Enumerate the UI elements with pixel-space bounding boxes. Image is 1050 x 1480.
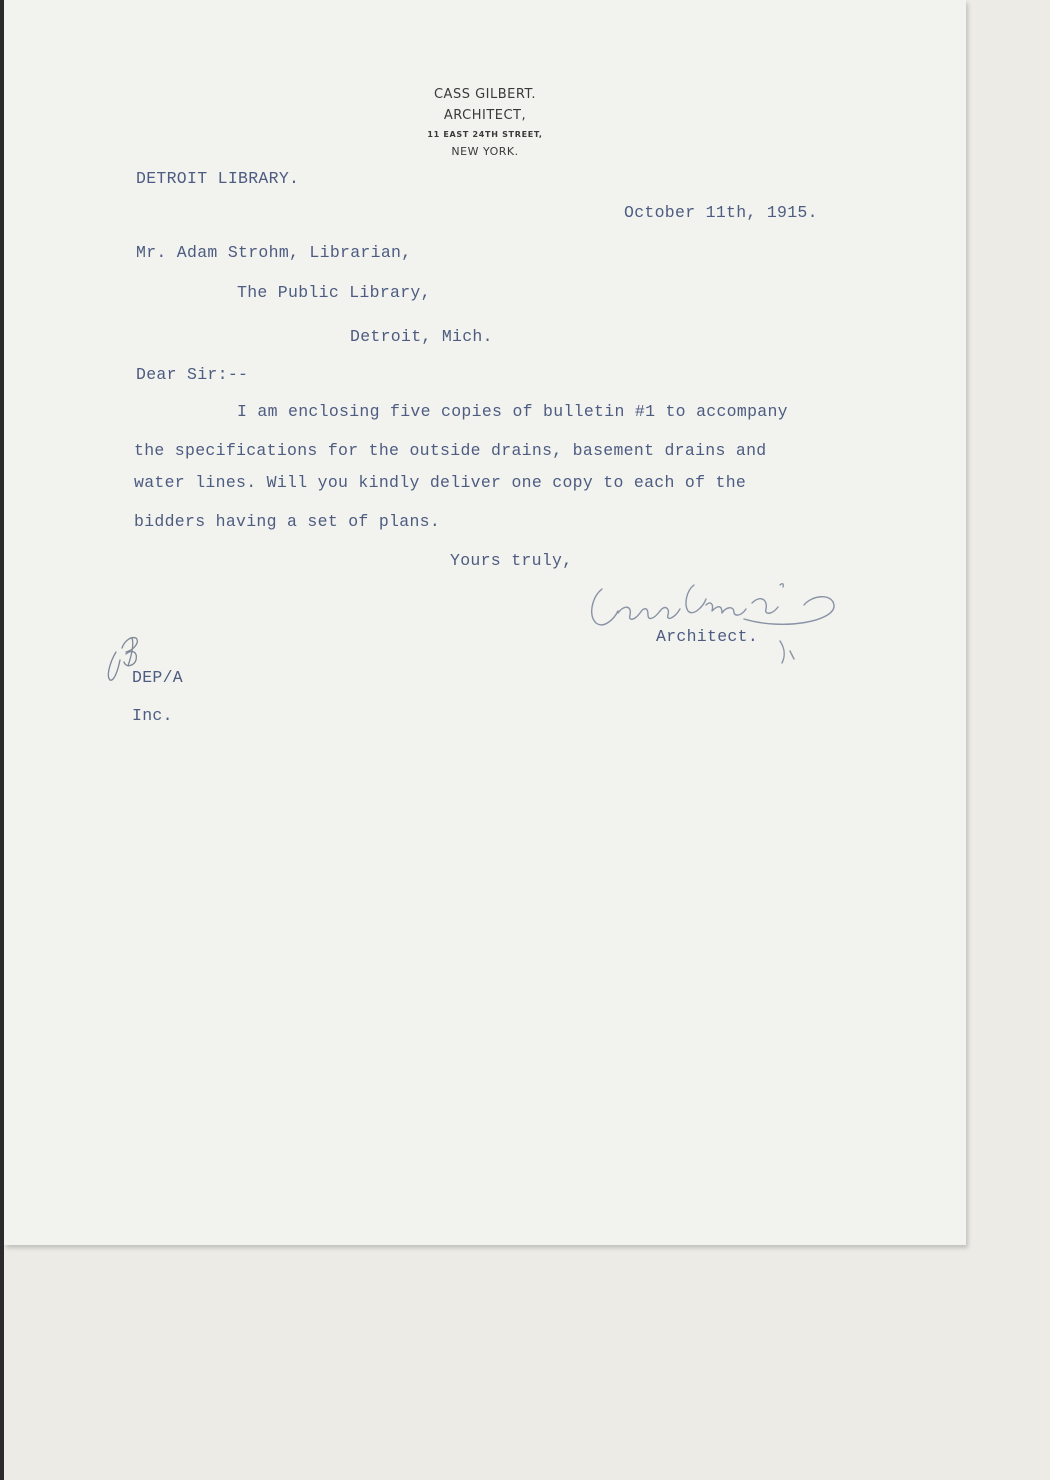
closing: Yours truly, [450, 551, 573, 570]
letterhead-title: ARCHITECT, [443, 108, 527, 123]
letterhead-city: NEW YORK. [451, 145, 519, 158]
letter-sheet [4, 0, 966, 1245]
letterhead-street: 11 EAST 24TH STREET, [427, 130, 543, 139]
salutation: Dear Sir:-- [136, 365, 249, 384]
body-line-3: water lines. Will you kindly deliver one copy to each of the [134, 473, 747, 492]
handwritten-signature [584, 575, 844, 665]
body-line-2: the specifications for the outside drains, basement drains and [134, 441, 767, 460]
file-heading: DETROIT LIBRARY. [136, 169, 300, 188]
letterhead [4, 84, 966, 160]
recipient-name: Mr. Adam Strohm, Librarian, [136, 243, 412, 262]
reference-initials: DEP/A [132, 668, 184, 687]
recipient-city: Detroit, Mich. [350, 327, 493, 346]
signature-title: Architect. [656, 627, 759, 646]
recipient-institution: The Public Library, [237, 283, 431, 302]
letterhead-name: CASS GILBERT. [433, 87, 536, 102]
enclosure-note: Inc. [132, 706, 173, 725]
letter-date: October 11th, 1915. [624, 203, 818, 222]
body-line-1: I am enclosing five copies of bulletin #1 to accompany [237, 402, 788, 421]
body-line-4: bidders having a set of plans. [134, 512, 441, 531]
